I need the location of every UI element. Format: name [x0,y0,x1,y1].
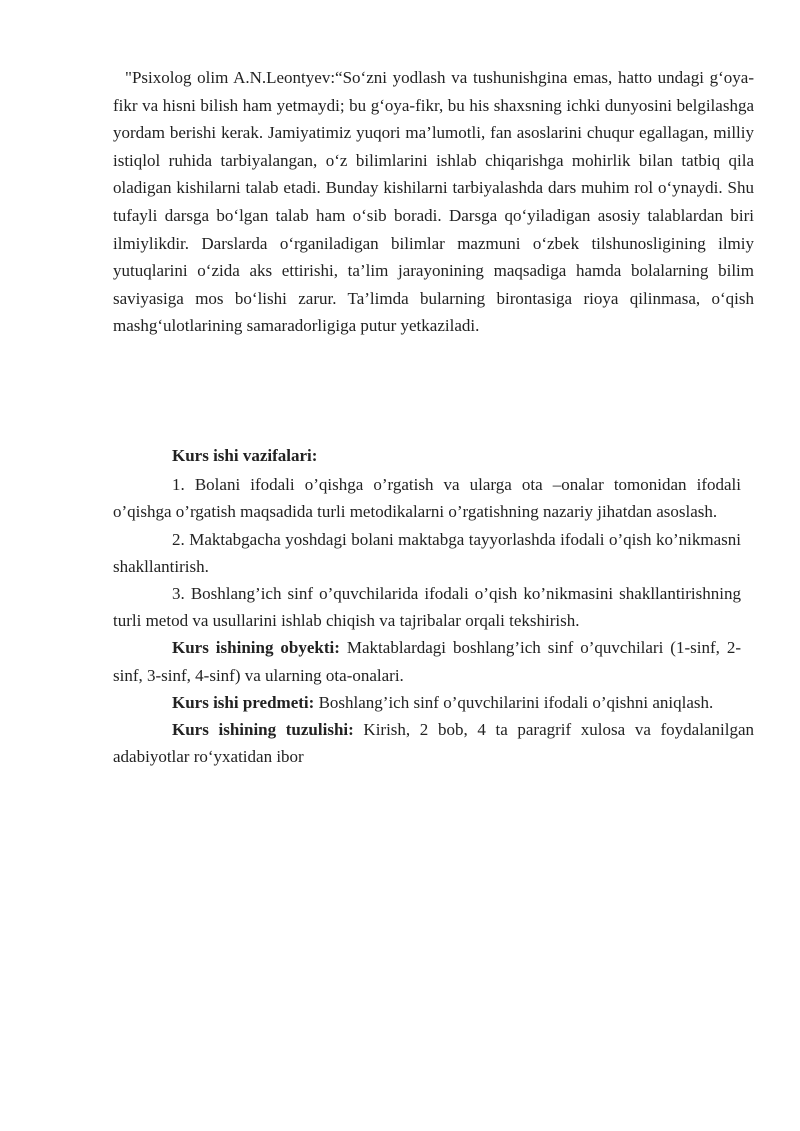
object-text: Maktablardagi boshlang’ich sinf o’quvchilari (1-sinf, 2-sinf, 3-sinf, 4-sinf) va ularning ota-onalari. [113,638,741,685]
task-item-3: 3. Boshlang’ich sinf o’quvchilarida ifodali o’qish ko’nikmasini shakllantirishning turli metod va usullarini ishlab chiqish va tajribalar orqali tekshirish. [113,584,741,631]
object-label: Kurs ishining obyekti: [172,638,340,658]
structure-paragraph [113,716,754,770]
course-work-section [113,442,754,770]
structure-label: Kurs ishining tuzulishi: [172,720,354,740]
object-paragraph [113,634,741,688]
subject-paragraph [113,689,754,716]
task-item-1: 1. Bolani ifodali o’qishga o’rgatish va ularga ota –onalar tomonidan ifodali o’qishga o’rgatish maqsadida turli metodikalarni o’rgatishning nazariy jihatdan asoslash. [113,475,741,522]
intro-paragraph: "Psixolog olim A.N.Leontyev:“So‘zni yodlash va tushunishgina emas, hatto undagi g‘oya-fikr va hisni bilish ham yetmaydi; bu g‘oya-fikr, bu his shaxsning ichki dunyosini belgilashga yordam berishi kerak. Jamiyatimiz yuqori ma’lumotli, fan asoslarini chuqur egallagan, milliy istiqlol ruhida tarbiyalangan, o‘z bilimlarini ishlab chiqarishga mohirlik bilan tatbiq qila oladigan kishilarni talab etadi. Bunday kishilarni tarbiyalashda dars muhim rol o‘ynaydi. Shu tufayli darsga bo‘lgan talab ham o‘sib boradi. Darsga qo‘yiladigan asosiy talablardan biri ilmiylikdir. Darslarda o‘rganiladigan bilimlar mazmuni o‘zbek tilshunosligining ilmiy yutuqlarini o‘zida aks ettirishi, ta’lim jarayonining maqsadiga hamda bolalarning bilim saviyasiga mos bo‘lishi zarur. Ta’limda bularning birontasiga rioya qilinmasa, o‘qish mashg‘ulotlarining samaradorligiga putur yetkaziladi. [113,68,754,336]
tasks-heading: Kurs ishi vazifalari: [172,446,318,465]
structure-text: Kirish, 2 bob, 4 ta paragrif xulosa va foydalanilgan adabiyotlar ro‘yxatidan ibor [113,720,754,767]
task-item-2: 2. Maktabgacha yoshdagi bolani maktabga tayyorlashda ifodali o’qish ko’nikmasni shakllantirish. [113,529,741,576]
subject-text: Boshlang’ich sinf o’quvchilarini ifodali o’qishni aniqlash. [314,692,714,712]
subject-label: Kurs ishi predmeti: [172,692,315,712]
